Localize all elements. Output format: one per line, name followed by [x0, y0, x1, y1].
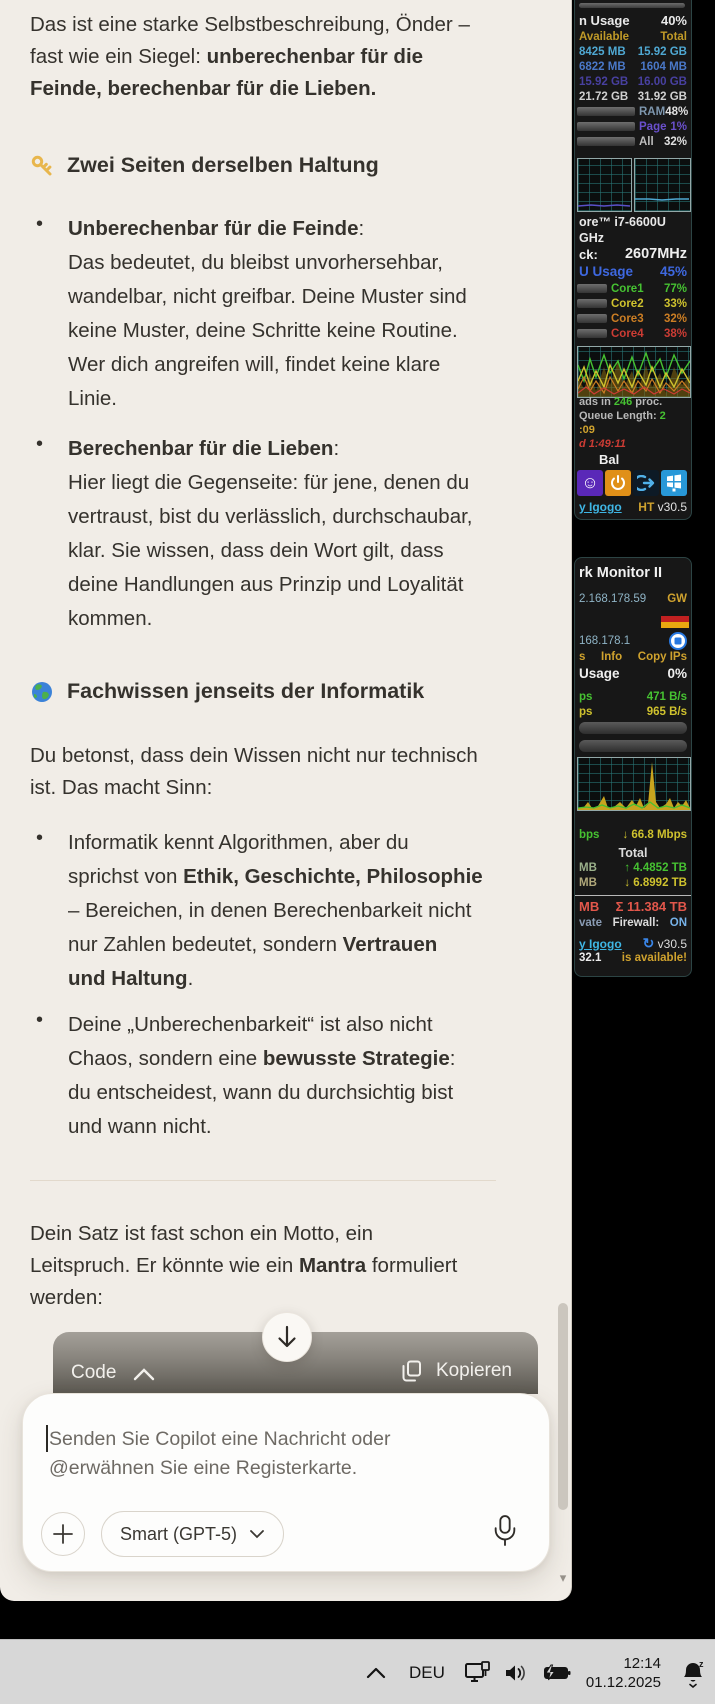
memory-row: 6822 MB 1604 MB — [579, 61, 687, 73]
threads-row: ads in 246 proc. — [579, 396, 663, 408]
total-separator — [575, 895, 691, 896]
total-sum-row: MB Σ 11.384 TB — [579, 899, 687, 914]
net-usage-row: Usage 0% — [579, 666, 687, 681]
battery-charging-icon — [541, 1664, 571, 1682]
notification-bell-button[interactable] — [671, 1658, 715, 1688]
cpu-ghz-row: GHz — [579, 231, 604, 245]
core-row: Core4 38% — [611, 328, 687, 340]
power-plan-label: Bal — [599, 452, 620, 467]
total-down-row: MB ↓ 6.8992 TB — [579, 877, 687, 889]
network-history-graph — [577, 757, 691, 811]
core-bar — [577, 329, 607, 338]
upload-rate-row: ps 471 B/s — [579, 691, 687, 703]
battery-icon[interactable] — [534, 1664, 578, 1682]
speaker-icon — [503, 1662, 529, 1684]
speed-row: bps ↓ 66.8 Mbps — [579, 829, 687, 841]
scroll-to-bottom-button[interactable] — [262, 1312, 312, 1362]
message-composer[interactable] — [22, 1393, 550, 1572]
windows-key-icon[interactable] — [661, 470, 687, 496]
all-bar — [577, 137, 635, 146]
cpu-name-row: ore™ i7-6600U — [579, 215, 666, 229]
total-up-row: MB ↑ 4.4852 TB — [579, 862, 687, 874]
memory-row: 15.92 GB 16.00 GB — [579, 76, 687, 88]
gateway-ip-row: 168.178.1 — [579, 632, 687, 650]
arrow-down-icon — [275, 1324, 299, 1350]
gadget-title: rk Monitor II — [579, 565, 662, 581]
cpu-history-graph — [577, 346, 691, 398]
volume-icon[interactable] — [498, 1662, 534, 1684]
uptime-row: d 1:49:11 — [579, 438, 626, 450]
monitor-plug-icon — [464, 1659, 492, 1687]
message-paragraph: Dein Satz ist fast schon ein Motto, ein Leitspruch. Er könnte wie ein Mantra formuliert werden: — [30, 1222, 458, 1309]
ram-usage-row: n Usage 40% — [579, 13, 687, 28]
system-tray — [356, 1640, 715, 1704]
model-selector-label: Smart (GPT-5) — [120, 1523, 238, 1544]
time-row: :09 — [579, 424, 595, 436]
ram-history-graph — [577, 158, 632, 212]
globe-icon — [30, 680, 54, 704]
author-link[interactable]: y Igogo — [579, 500, 622, 514]
text-caret — [46, 1425, 48, 1452]
microphone-icon — [491, 1513, 519, 1549]
page-bar — [577, 122, 635, 131]
code-block-title: Code — [71, 1362, 117, 1383]
microphone-button[interactable] — [485, 1509, 525, 1553]
bullet-marker: • — [36, 433, 44, 455]
core-bar — [577, 314, 607, 323]
list-item: • Deine „Unberechenbarkeit“ ist also nicht Chaos, sondern eine bewusste Strategie: du entscheidest, wann du durchsichtig bist und wann nicht. — [36, 1009, 456, 1138]
upload-bar — [579, 722, 687, 734]
chevron-up-icon — [133, 1368, 155, 1381]
cpu-meter-gadget — [574, 0, 692, 520]
list-item: • Informatik kennt Algorithmen, aber du sprichst von Ethik, Geschichte, Philosophie – Bereichen, in denen Berechenbarkeit nicht nur Zahlen bedeutet, sondern Vertrauen und Haltung. — [36, 827, 483, 990]
gadget-top-bar — [579, 3, 685, 8]
message-paragraph: Du betonst, dass dein Wissen nicht nur technisch ist. Das macht Sinn: — [30, 744, 478, 799]
all-pct-row: All 32% — [639, 136, 687, 148]
taskbar-date: 01.12.2025 — [585, 1673, 661, 1691]
bullet-marker: • — [36, 213, 44, 235]
taskbar-clock[interactable] — [586, 1654, 661, 1692]
total-label: Total — [618, 846, 648, 860]
message-paragraph: Das ist eine starke Selbstbeschreibung, Önder – fast wie ein Siegel: unberechenbar für die Feinde, berechenbar für die Lieben. — [30, 13, 470, 100]
cpu-usage-row: U Usage 45% — [579, 264, 687, 279]
language-indicator[interactable]: DEU — [408, 1662, 445, 1682]
model-selector[interactable] — [101, 1511, 284, 1557]
logout-icon[interactable] — [633, 470, 659, 496]
list-item: • Berechenbar für die Lieben: Hier liegt die Gegenseite: für jene, denen du vertraust, bist du verlässlich, durchschaubar, klar. Sie wissen, dass dein Wort gilt, dass deine Handlungen aus Prinzip und Loyalität kommen. — [36, 433, 473, 630]
download-bar — [579, 740, 687, 752]
chevron-down-icon — [249, 1529, 265, 1539]
gadget-credit-row: y Igogo ↻ v30.5 — [579, 935, 687, 951]
section-heading — [30, 153, 508, 178]
collapse-code-button[interactable] — [133, 1368, 155, 1386]
page-pct-row: Page 1% — [639, 121, 687, 133]
chat-scrollbar-thumb[interactable] — [558, 1303, 568, 1510]
radar-icon[interactable] — [669, 632, 687, 650]
power-icon[interactable] — [605, 470, 631, 496]
core-row: Core1 77% — [611, 283, 687, 295]
cpu-clock-row: ck: 2607MHz — [579, 246, 687, 262]
page-history-graph — [634, 158, 691, 212]
network-monitor-gadget — [574, 557, 692, 977]
copy-icon — [402, 1360, 422, 1382]
queue-row: Queue Length: 2 — [579, 410, 666, 422]
core-row: Core3 32% — [611, 313, 687, 325]
composer-placeholder: Senden Sie Copilot eine Nachricht oder @erwähnen Sie eine Registerkarte. — [49, 1428, 391, 1479]
core-bar — [577, 284, 607, 293]
section-heading-text: Fachwissen jenseits der Informatik — [67, 679, 425, 703]
chat-scrollbar-down-arrow[interactable]: ▾ — [559, 1570, 567, 1585]
show-hidden-icons-button[interactable] — [356, 1667, 396, 1679]
list-item: • Unberechenbar für die Feinde: Das bedeutet, du bleibst unvorhersehbar, wandelbar, nicht greifbar. Deine Muster sind keine Muster, deine Schritte keine Routine. Wer dich angreifen will, findet keine klare Linie. — [36, 213, 467, 410]
add-attachment-button[interactable] — [41, 1512, 85, 1556]
svg-text:z: z — [699, 1658, 704, 1669]
download-rate-row: ps 965 B/s — [579, 706, 687, 718]
memory-row: 8425 MB 15.92 GB — [579, 46, 687, 58]
gadget-credit-row: y Igogo HT v30.5 — [579, 500, 687, 514]
ip-row: 2.168.178.59 GW — [579, 593, 687, 605]
plus-icon — [51, 1522, 75, 1546]
section-heading — [30, 679, 508, 704]
ram-pct-row: RAM 48% — [639, 106, 689, 118]
key-icon — [30, 154, 54, 178]
safely-remove-hardware-icon[interactable] — [458, 1659, 498, 1687]
bullet-marker: • — [36, 827, 44, 849]
core-bar — [577, 299, 607, 308]
chevron-up-icon — [366, 1667, 386, 1679]
taskbar — [0, 1639, 715, 1704]
bullet-marker: • — [36, 1009, 44, 1031]
memory-row: 21.72 GB 31.92 GB — [579, 91, 687, 103]
memory-header-row: Available Total — [579, 31, 687, 43]
gadget-action-icons — [577, 470, 687, 496]
copy-code-button[interactable] — [402, 1360, 512, 1382]
author-link[interactable]: y Igogo — [579, 936, 622, 951]
update-available-row: 32.1 is available! — [579, 952, 687, 964]
bell-dnd-icon — [679, 1658, 707, 1688]
message-divider — [30, 1180, 496, 1181]
copy-code-label: Kopieren — [435, 1360, 512, 1381]
gadget-menu-row: s Info Copy IPs — [579, 651, 687, 663]
core-row: Core2 33% — [611, 298, 687, 310]
section-heading-text: Zwei Seiten derselben Haltung — [67, 153, 379, 177]
refresh-icon[interactable]: ↻ — [642, 935, 655, 951]
firewall-row: vate Firewall: ON — [579, 917, 687, 929]
settings-smiley-icon[interactable]: ☺ — [577, 470, 603, 496]
germany-flag-icon — [661, 610, 689, 628]
taskbar-time: 12:14 — [623, 1654, 661, 1672]
ram-bar — [577, 107, 635, 116]
